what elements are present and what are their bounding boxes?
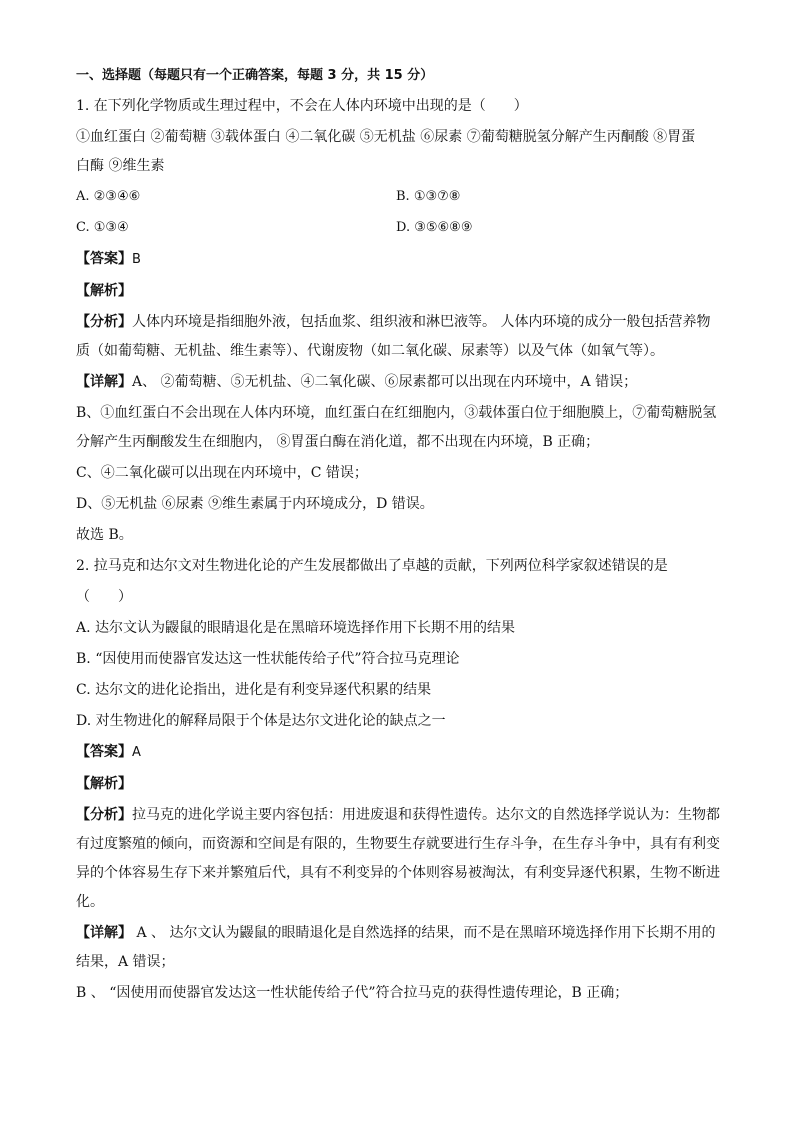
q2-answer-value: A (132, 745, 141, 760)
q1-items-line1: ①血红蛋白 ②葡萄糖 ③载体蛋白 ④二氧化碳 ⑤无机盐 ⑥尿素 ⑦葡萄糖脱氢分解产生丙酮酸 ⑧胃蛋 (76, 129, 696, 145)
q1-options-row2 (76, 218, 722, 238)
q1-analysis (76, 281, 722, 301)
q1-xiangjie-line2: B、①血红蛋白不会出现在人体内环境，血红蛋白在红细胞内，③载体蛋白位于细胞膜上，⑦葡萄糖脱氢 (76, 405, 717, 421)
q2-xiangjie-text1: A 、 达尔文认为鼹鼠的眼睛退化是自然选择的结果，而不是在黑暗环境选择作用下长期不用的 (132, 925, 716, 941)
q1-options-row1 (76, 187, 722, 207)
q1-xiangjie-line5: D、⑤无机盐 ⑥尿素 ⑨维生素属于内环境成分，D 错误。 (76, 496, 434, 512)
q1-fenxi-line2: 质（如葡萄糖、无机盐、维生素等）、代谢废物（如二氧化碳、尿素等）以及气体（如氧气等）。 (76, 343, 664, 359)
q2-option-d: D. 对生物进化的解释局限于个体是达尔文进化论的缺点之一 (76, 713, 446, 729)
q2-option-b: B. “因使用而使器官发达这一性状能传给子代”符合拉马克理论 (76, 651, 460, 667)
q2-option-c: C. 达尔文的进化论指出，进化是有利变异逐代积累的结果 (76, 682, 432, 698)
q2-fenxi-text1: 拉马克的进化学说主要内容包括：用进废退和获得性遗传。达尔文的自然选择学说认为：生物都 (132, 807, 720, 823)
q1-option-c: C. ①③④ (76, 220, 129, 235)
q2-xiangjie-line1 (76, 923, 722, 943)
q1-items-line2: 白酶 ⑨维生素 (76, 158, 165, 174)
q2-analysis (76, 774, 722, 794)
q1-xiangjie-line3: 分解产生丙酮酸发生在细胞内， ⑧胃蛋白酶在消化道，都不出现在内环境，B 正确； (76, 434, 600, 450)
q1-xiangjie-tag: 【详解】 (76, 374, 132, 390)
q2-xiangjie-line2: 结果，A 错误； (76, 954, 175, 970)
q1-fenxi-text1: 人体内环境是指细胞外液，包括血浆、组织液和淋巴液等。 人体内环境的成分一般包括营养物 (132, 314, 711, 330)
q2-fenxi-tag: 【分析】 (76, 807, 132, 823)
q1-option-b: B. ①③⑦⑧ (396, 189, 461, 204)
q2-analysis-tag: 【解析】 (76, 776, 132, 792)
q1-answer (76, 249, 722, 270)
q2-stem-line1: 2. 拉马克和达尔文对生物进化论的产生发展都做出了卓越的贡献，下列两位科学家叙述错误的是 (76, 558, 668, 574)
q1-answer-tag: 【答案】 (76, 251, 132, 267)
q2-stem-line2: （ ） (76, 589, 132, 605)
q2-fenxi-line4: 化。 (76, 894, 104, 910)
q2-xiangjie-tag: 【详解】 (76, 925, 132, 941)
q1-option-d: D. ③⑤⑥⑧⑨ (396, 220, 473, 235)
q2-fenxi-line3: 异的个体容易生存下来并繁殖后代，具有不利变异的个体则容易被淘汰，有利变异逐代积累，生物不断进 (76, 865, 720, 881)
q1-xiangjie-line1 (76, 372, 722, 392)
q2-fenxi-line2: 有过度繁殖的倾向，而资源和空间是有限的，生物要生存就要进行生存斗争，在生存斗争中，具有有利变 (76, 836, 720, 852)
q1-stem: 1. 在下列化学物质或生理过程中，不会在人体内环境中出现的是（ ） (76, 98, 528, 114)
q1-fenxi-line1 (76, 312, 722, 332)
q2-xiangjie-line3: B 、 “因使用而使器官发达这一性状能传给子代”符合拉马克的获得性遗传理论，B 正确； (76, 985, 629, 1001)
q2-answer-tag: 【答案】 (76, 744, 132, 760)
q1-conclusion: 故选 B。 (76, 527, 133, 543)
q1-xiangjie-text1: A、 ②葡萄糖、⑤无机盐、④二氧化碳、⑥尿素都可以出现在内环境中，A 错误； (132, 374, 638, 390)
q1-option-a: A. ②③④⑥ (76, 189, 141, 204)
q1-xiangjie-line4: C、④二氧化碳可以出现在内环境中，C 错误； (76, 465, 368, 481)
q1-fenxi-tag: 【分析】 (76, 314, 132, 330)
section-title: 一、选择题（每题只有一个正确答案，每题 3 分，共 15 分） (76, 68, 434, 83)
q1-analysis-tag: 【解析】 (76, 283, 132, 299)
q2-option-a: A. 达尔文认为鼹鼠的眼睛退化是在黑暗环境选择作用下长期不用的结果 (76, 620, 516, 636)
q1-answer-value: B (132, 252, 141, 267)
q2-fenxi-line1 (76, 805, 722, 825)
q2-answer (76, 742, 722, 763)
